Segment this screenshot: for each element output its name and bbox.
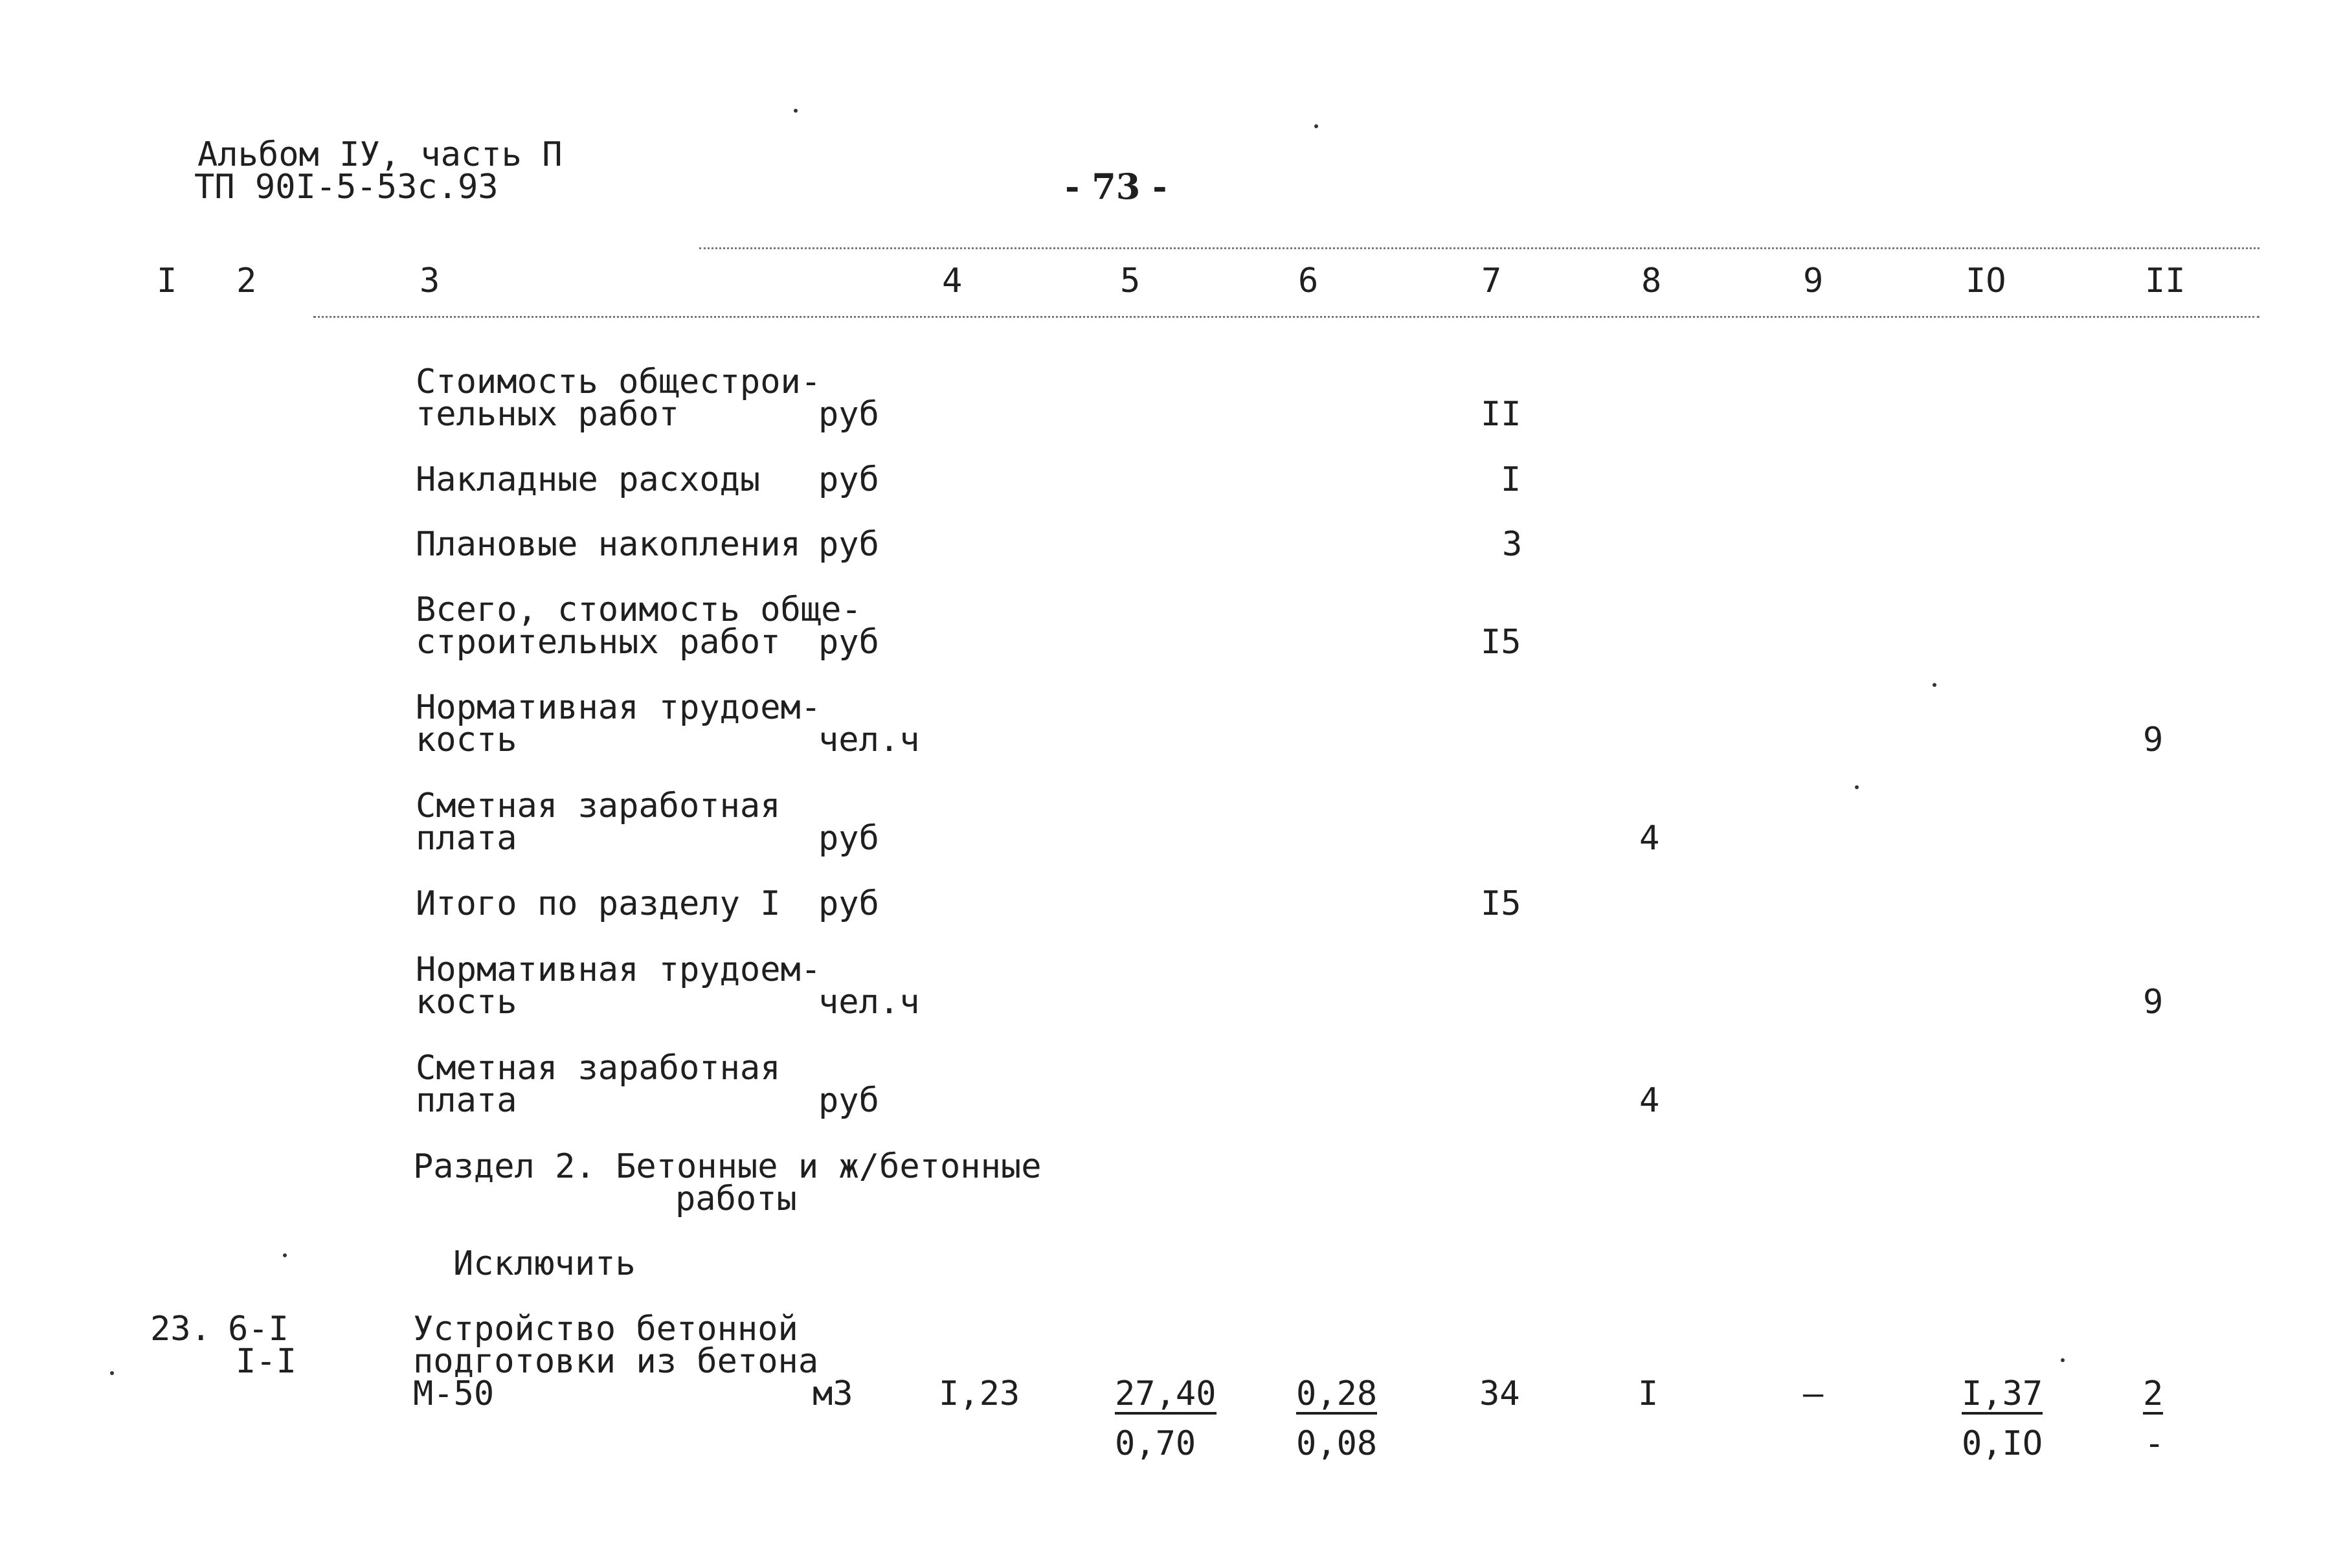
row-desc: строительных работ [416, 623, 781, 662]
row-unit: руб [818, 884, 879, 923]
row-desc: Накладные расходы [416, 460, 761, 499]
row-col11: 9 [2143, 721, 2164, 759]
row-unit: руб [818, 1081, 879, 1120]
page-number: - 73 - [1065, 166, 1167, 207]
row-col7: II [1481, 395, 1521, 434]
row-unit: руб [818, 460, 879, 499]
album-label: Альбом IУ, часть П [197, 135, 563, 174]
scan-speck [1314, 124, 1318, 128]
row-unit: чел.ч [818, 721, 920, 759]
row-col7: I5 [1481, 884, 1521, 923]
row-desc: кость [416, 983, 517, 1022]
row-desc: Стоимость общестрои- [416, 363, 822, 401]
col-header-7: 7 [1481, 262, 1502, 300]
row-desc: Нормативная трудоем- [416, 950, 822, 989]
row-unit: чел.ч [818, 983, 920, 1022]
item-col5-top: 27,40 [1115, 1374, 1216, 1413]
scan-speck [794, 109, 798, 113]
item-number: 23. [150, 1310, 211, 1349]
scan-speck [1933, 683, 1936, 687]
row-desc: Плановые накопления [416, 525, 801, 564]
item-col8: I [1638, 1374, 1659, 1413]
row-col7: 3 [1502, 525, 1523, 564]
scan-speck [1855, 785, 1859, 789]
item-desc: Устройство бетонной [413, 1310, 798, 1349]
row-desc: плата [416, 819, 517, 858]
row-col8: 4 [1639, 819, 1660, 858]
scan-speck [110, 1371, 114, 1375]
item-unit: м3 [813, 1374, 853, 1413]
col-header-6: 6 [1298, 262, 1319, 300]
row-unit: руб [818, 819, 879, 858]
row-col8: 4 [1639, 1081, 1660, 1120]
item-code: 6-I [228, 1310, 289, 1349]
col-header-10: IO [1966, 262, 2006, 300]
item-desc: подготовки из бетона [413, 1342, 819, 1381]
section-title: Раздел 2. Бетонные и ж/бетонные [413, 1147, 1042, 1186]
scan-speck [283, 1253, 287, 1257]
col-header-11: II [2145, 262, 2186, 300]
header-top-rule [699, 247, 2259, 249]
item-col10-top: I,37 [1962, 1374, 2043, 1413]
row-desc: Сметная заработная [416, 1049, 781, 1088]
row-col11: 9 [2143, 983, 2164, 1022]
row-desc: плата [416, 1081, 517, 1120]
row-col7: I [1501, 460, 1521, 499]
item-desc: М-50 [413, 1374, 495, 1413]
item-col6-top: 0,28 [1296, 1374, 1378, 1413]
row-desc: кость [416, 721, 517, 759]
header-bottom-rule [313, 316, 2259, 318]
item-col11-bottom: - [2144, 1424, 2165, 1463]
row-unit: руб [818, 623, 879, 662]
row-desc: тельных работ [416, 395, 679, 434]
col-header-9: 9 [1803, 262, 1824, 300]
row-desc: Всего, стоимость обще- [416, 590, 862, 629]
col-header-1: I [157, 262, 177, 300]
col-header-4: 4 [942, 262, 963, 300]
item-col5-bottom: 0,70 [1115, 1424, 1196, 1463]
item-code: I-I [236, 1342, 297, 1381]
row-unit: руб [818, 525, 879, 564]
col-header-3: 3 [420, 262, 440, 300]
row-col7: I5 [1481, 623, 1521, 662]
item-col7: 34 [1479, 1374, 1520, 1413]
item-col9: – [1803, 1374, 1824, 1413]
col-header-5: 5 [1120, 262, 1141, 300]
col-header-2: 2 [236, 262, 257, 300]
item-quantity: I,23 [939, 1374, 1020, 1413]
item-col11-top: 2 [2143, 1374, 2164, 1413]
project-code: ТП 90I-5-53с.93 [194, 168, 499, 207]
section-note: Исключить [453, 1244, 636, 1283]
item-col10-bottom: 0,IO [1962, 1424, 2043, 1463]
section-title-cont: работы [675, 1180, 797, 1218]
row-desc: Сметная заработная [416, 787, 781, 825]
col-header-8: 8 [1641, 262, 1662, 300]
row-desc: Итого по разделу I [416, 884, 781, 923]
row-unit: руб [818, 395, 879, 434]
row-desc: Нормативная трудоем- [416, 688, 822, 727]
scan-speck [2061, 1358, 2065, 1362]
item-col6-bottom: 0,08 [1296, 1424, 1378, 1463]
